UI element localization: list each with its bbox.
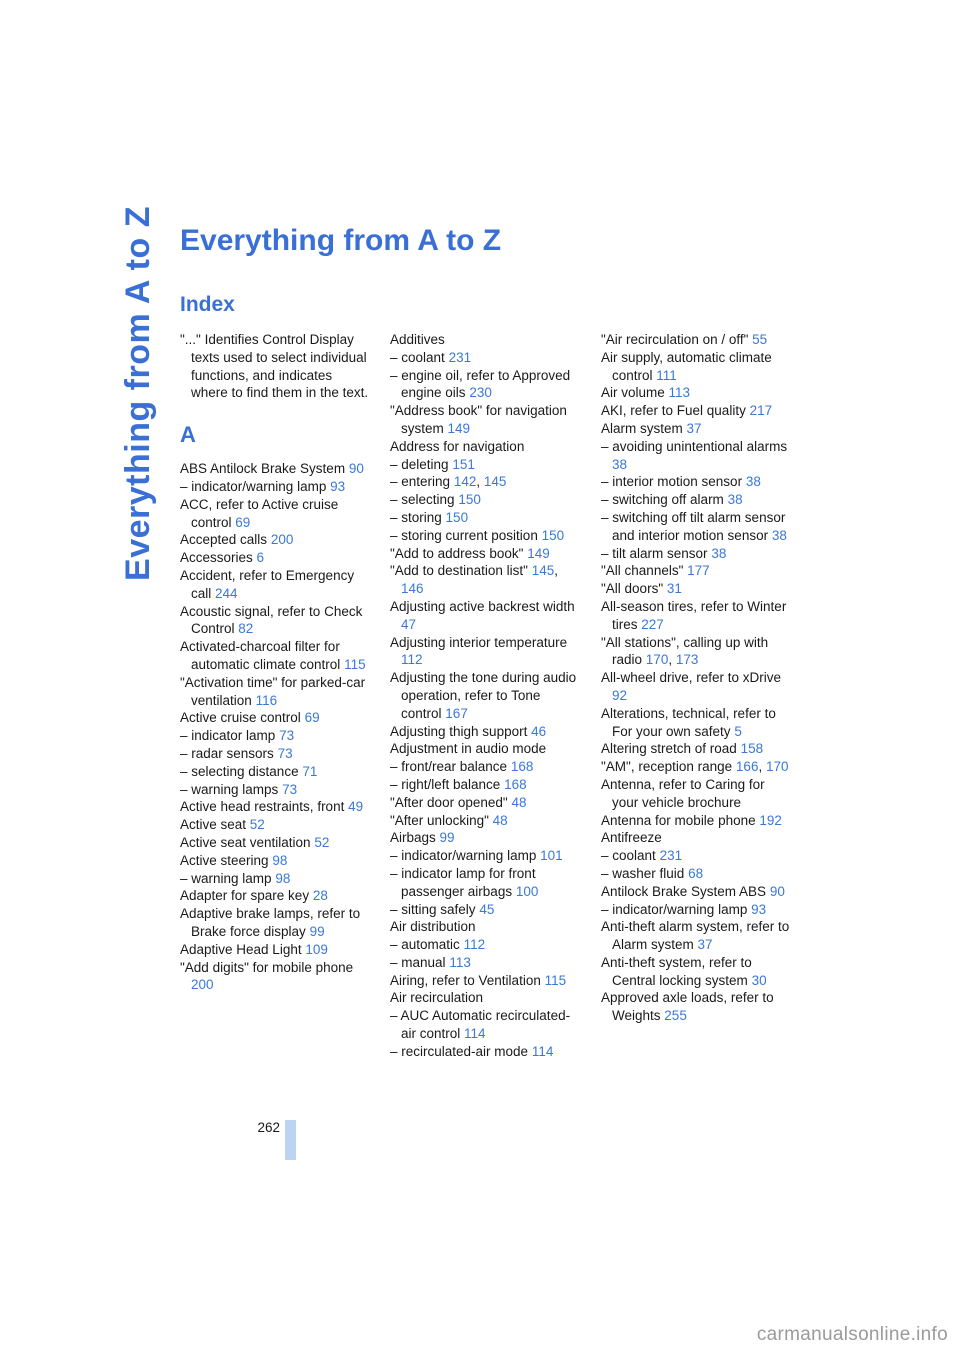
page-reference-link[interactable]: 30 <box>751 972 767 988</box>
index-entry-text: Air recirculation <box>390 990 484 1006</box>
index-entry <box>180 745 372 763</box>
index-entry-text: "All channels" <box>601 563 684 579</box>
index-entry-text: – manual <box>390 954 446 970</box>
index-entry <box>390 794 582 812</box>
index-entry <box>390 901 582 919</box>
page-reference-link[interactable]: 48 <box>492 812 508 828</box>
page-reference-link[interactable]: 47 <box>401 616 417 632</box>
page-reference-link[interactable]: 37 <box>686 420 702 436</box>
page-reference-link[interactable]: 82 <box>238 621 254 637</box>
index-entry-text: All-season tires, refer to Winter tires <box>601 598 787 632</box>
index-entry-text: Alterations, technical, refer to For your own safety <box>601 705 776 739</box>
index-entry <box>390 972 582 990</box>
index-entry-text: "Air recirculation on / off" <box>601 332 749 347</box>
page-reference-link[interactable]: 145 <box>483 474 507 490</box>
index-entry <box>601 776 793 812</box>
index-entry-text: ABS Antilock Brake System <box>180 461 346 477</box>
index-entry <box>390 1007 582 1043</box>
index-entry-text: – recirculated-air mode <box>390 1043 529 1059</box>
page-reference-link[interactable]: 52 <box>314 834 330 850</box>
index-heading: Index <box>180 293 235 316</box>
index-entry-text: Additives <box>390 332 445 347</box>
index-entry-text: – deleting <box>390 456 449 472</box>
page-reference-link[interactable]: 227 <box>641 616 664 632</box>
index-entry-text: Antenna, refer to Caring for your vehicle brochure <box>601 776 765 810</box>
index-entry <box>390 598 582 634</box>
index-entry <box>180 798 372 816</box>
page-reference-link[interactable]: 92 <box>612 687 628 703</box>
index-entry-text: – automatic <box>390 937 460 953</box>
index-entry-text: – indicator lamp for front passenger airbags <box>390 865 536 899</box>
index-entry <box>601 847 793 865</box>
index-entry-text: Adjusting active backrest width <box>390 598 575 614</box>
index-entry-text: – indicator/warning lamp <box>601 901 748 917</box>
index-entry-text: "Activation time" for parked-car ventilation <box>180 674 366 708</box>
index-entry <box>601 349 793 385</box>
index-entry-text: – indicator/warning lamp <box>390 848 537 864</box>
index-entry-text: – tilt alarm sensor <box>601 545 708 561</box>
page-reference-link[interactable]: 231 <box>448 349 472 365</box>
index-entry <box>390 865 582 901</box>
index-entry-text: Adjusting interior temperature <box>390 634 568 650</box>
page-reference-link[interactable]: 150 <box>458 492 481 508</box>
index-entry-text: Accepted calls <box>180 532 268 548</box>
index-entry-text: "Add to destination list" <box>390 563 528 579</box>
index-entry <box>390 936 582 954</box>
page-reference-link[interactable]: 38 <box>612 456 628 472</box>
index-column-3 <box>601 331 793 1025</box>
index-entry-text: Antenna for mobile phone <box>601 812 756 828</box>
index-entry-text: Airing, refer to Ventilation <box>390 972 541 988</box>
index-entry <box>390 331 582 349</box>
index-entry <box>390 349 582 367</box>
page-reference-link[interactable]: 167 <box>445 705 468 721</box>
page-reference-link[interactable]: 146 <box>401 581 424 597</box>
index-entry <box>390 545 582 563</box>
index-entry <box>390 438 582 456</box>
index-entry-text: – engine oil, refer to Approved engine oils <box>390 367 571 401</box>
index-entry <box>601 989 793 1025</box>
index-entry <box>180 674 372 710</box>
page-reference-link[interactable]: 231 <box>659 848 683 864</box>
index-entry-text: – washer fluid <box>601 865 685 881</box>
index-entry-text: Active steering <box>180 852 269 868</box>
index-entry <box>601 598 793 634</box>
index-entry <box>601 509 793 545</box>
index-entry <box>180 781 372 799</box>
index-entry-text: – coolant <box>390 349 445 365</box>
index-entry <box>601 901 793 919</box>
index-entry-text: "AM", reception range <box>601 759 733 775</box>
index-entry <box>390 1043 582 1061</box>
page-reference-link[interactable]: 93 <box>751 901 767 917</box>
index-entry-text: Air volume <box>601 385 665 401</box>
page-reference-link[interactable]: 73 <box>277 745 293 761</box>
page-reference-link[interactable]: 200 <box>191 977 214 993</box>
page-reference-link[interactable]: 113 <box>668 385 691 401</box>
page-reference-link[interactable]: 115 <box>344 656 366 672</box>
page-reference-link[interactable]: 111 <box>656 367 677 383</box>
index-entry <box>390 509 582 527</box>
index-entry-text: – AUC Automatic recirculated-air control <box>390 1008 571 1042</box>
index-entry <box>601 473 793 491</box>
index-entry <box>601 331 793 349</box>
index-entry <box>601 384 793 402</box>
page-reference-link[interactable]: 46 <box>531 723 547 739</box>
index-entry-text: "Add to address book" <box>390 545 524 561</box>
index-entry: – entering 142, 145 <box>390 474 507 490</box>
page-reference-link[interactable]: 192 <box>759 812 782 828</box>
index-entry <box>180 603 372 639</box>
page-reference-link[interactable]: 116 <box>255 692 278 708</box>
index-entry-text: Accessories <box>180 550 253 566</box>
side-section-title <box>118 205 158 581</box>
index-entry <box>390 669 582 722</box>
index-entry <box>601 740 793 758</box>
page-reference-link[interactable]: 115 <box>544 972 567 988</box>
index-entry-text: – coolant <box>601 848 656 864</box>
page-reference-link[interactable]: 71 <box>302 763 318 779</box>
index-entry <box>390 989 582 1007</box>
page-reference-link[interactable]: 112 <box>401 652 423 668</box>
index-entry-text: Air distribution <box>390 919 476 935</box>
page-reference-link[interactable]: 149 <box>527 545 550 561</box>
index-entry-text: Altering stretch of road <box>601 741 737 757</box>
index-entry <box>601 420 793 438</box>
index-entry <box>390 954 582 972</box>
page-reference-link[interactable]: 52 <box>249 817 265 833</box>
index-entry <box>601 669 793 705</box>
page-reference-link[interactable]: 45 <box>479 901 495 917</box>
page-reference-link[interactable]: 6 <box>256 550 265 566</box>
index-entry <box>180 727 372 745</box>
page-reference-link[interactable]: 68 <box>688 865 704 881</box>
index-entry-text: Active cruise control <box>180 710 301 726</box>
index-entry <box>390 847 582 865</box>
page-number: 262 <box>257 1120 280 1135</box>
index-entry-text: Approved axle loads, refer to Weights <box>601 990 774 1024</box>
index-entry-text: Adjustment in audio mode <box>390 741 547 757</box>
page-reference-link[interactable]: 31 <box>666 581 682 597</box>
page-reference-link[interactable]: 100 <box>515 883 539 899</box>
index-entry-text: – storing current position <box>390 527 538 543</box>
index-entry <box>390 723 582 741</box>
page-reference-link[interactable]: 151 <box>452 456 475 472</box>
page-reference-link[interactable]: 93 <box>330 478 346 494</box>
index-entry-text: – switching off alarm <box>601 492 724 508</box>
index-entry <box>180 834 372 852</box>
index-entry-text: Antilock Brake System ABS <box>601 883 767 899</box>
index-entry-text: Active seat ventilation <box>180 834 311 850</box>
index-entry-text: Adapter for spare key <box>180 888 310 904</box>
index-entry-text: – indicator lamp <box>180 728 276 744</box>
page-reference-link[interactable]: 90 <box>348 461 364 477</box>
index-entry-text: – sitting safely <box>390 901 476 917</box>
index-entry-text: "After door opened" <box>390 794 508 810</box>
page-title: Everything from A to Z <box>180 224 502 257</box>
page-reference-link[interactable]: 158 <box>740 741 764 757</box>
index-entry <box>180 496 372 532</box>
page-reference-link[interactable]: 37 <box>697 937 713 953</box>
index-entry-text: – radar sensors <box>180 745 274 761</box>
page-reference-link[interactable]: 69 <box>235 514 251 530</box>
page-reference-link[interactable]: 149 <box>447 420 471 436</box>
index-entry-text: Address for navigation <box>390 438 525 454</box>
index-entry <box>180 638 372 674</box>
index-entry-text: Acoustic signal, refer to Check Control <box>180 603 363 637</box>
watermark: carmanualsonline.info <box>756 1324 948 1345</box>
index-entry-text: Antifreeze <box>601 830 662 846</box>
index-entry-text: Adjusting the tone during audio operation, refer to Tone control <box>390 670 577 721</box>
side-section-title-text: Everything from A to Z <box>118 205 157 581</box>
index-entry <box>390 758 582 776</box>
index-entry <box>390 918 582 936</box>
index-entry <box>390 456 582 474</box>
index-letter-heading: A <box>180 422 196 448</box>
index-entry-text: Activated-charcoal filter for automatic climate control <box>180 639 341 672</box>
index-entry <box>390 367 582 403</box>
page-reference-link[interactable]: 90 <box>769 883 785 899</box>
page-reference-link[interactable]: 55 <box>752 332 768 347</box>
page-reference-link[interactable]: 5 <box>734 723 742 739</box>
page-reference-link[interactable]: 170 <box>645 652 669 668</box>
index-entry <box>180 331 372 402</box>
index-entry-text: – avoiding unintentional alarms <box>601 438 788 454</box>
page-reference-link[interactable]: 69 <box>304 710 320 726</box>
index-entry <box>601 491 793 509</box>
index-entry-text: – selecting distance <box>180 763 299 779</box>
index-entry: "Add to destination list" 145, 146 <box>390 563 558 597</box>
page-reference-link[interactable]: 49 <box>348 799 364 815</box>
index-entry <box>180 763 372 781</box>
page-reference-link[interactable]: 244 <box>215 585 238 601</box>
index-entry-text: – selecting <box>390 492 455 508</box>
index-entry <box>390 812 582 830</box>
index-entry <box>180 870 372 888</box>
index-entry-text: Accident, refer to Emergency call <box>180 567 355 601</box>
index-entry-text: Adjusting thigh support <box>390 723 528 739</box>
index-entry: "All stations", calling up with radio 170, 173 <box>601 634 769 668</box>
index-entry-text: – front/rear balance <box>390 759 508 775</box>
index-entry <box>390 634 582 670</box>
index-entry <box>390 527 582 545</box>
page-reference-link[interactable]: 28 <box>312 888 328 904</box>
page-reference-link[interactable]: 73 <box>282 781 298 797</box>
index-entry <box>180 531 372 549</box>
index-entry-text: – warning lamp <box>180 870 272 886</box>
index-entry-text: Active head restraints, front <box>180 799 345 815</box>
index-entry <box>180 887 372 905</box>
page-reference-link[interactable]: 99 <box>439 830 455 846</box>
index-entry-text: Adaptive Head Light <box>180 941 302 957</box>
page-reference-link[interactable]: 38 <box>711 545 727 561</box>
index-entry-text: – interior motion sensor <box>601 474 743 490</box>
index-entry-text: – indicator/warning lamp <box>180 478 327 494</box>
index-entry <box>180 905 372 941</box>
page-reference-link[interactable]: 168 <box>510 759 534 775</box>
page-reference-link[interactable]: 114 <box>531 1043 554 1059</box>
page-reference-link[interactable]: 150 <box>445 509 469 525</box>
page-reference-link[interactable]: 99 <box>309 923 325 939</box>
page-reference-link[interactable]: 112 <box>463 937 486 953</box>
index-entry-text: "Add digits" for mobile phone <box>180 959 354 975</box>
index-entry <box>180 460 372 478</box>
page-reference-link[interactable]: 142 <box>453 474 477 490</box>
index-entry-text: Anti-theft system, refer to Central locking system <box>601 954 752 988</box>
index-entry <box>601 883 793 901</box>
index-entry-text: Adaptive brake lamps, refer to Brake force display <box>180 906 361 939</box>
page-reference-link[interactable]: 38 <box>771 527 787 543</box>
index-entry-text: "..." Identifies Control Display texts used to select individual functions, and indicates where to find them in the text. <box>180 332 369 401</box>
index-entry: "AM", reception range 166, 170 <box>601 759 789 775</box>
index-entry <box>601 562 793 580</box>
index-entry-text: All-wheel drive, refer to xDrive <box>601 670 782 686</box>
index-entry <box>601 438 793 474</box>
index-entry-text: – storing <box>390 509 442 525</box>
index-entry-text: "All stations", calling up with radio <box>601 634 769 668</box>
page-reference-link[interactable]: 73 <box>279 728 295 744</box>
page-reference-link[interactable]: 173 <box>675 652 699 668</box>
index-entry <box>601 829 793 847</box>
index-entry-text: "Address book" for navigation system <box>390 403 567 436</box>
index-entry <box>601 705 793 741</box>
page-reference-link[interactable]: 145 <box>531 563 555 579</box>
page-reference-link[interactable]: 230 <box>469 385 492 401</box>
index-entry-text: – entering <box>390 474 451 490</box>
index-entry-text: Anti-theft alarm system, refer to Alarm system <box>601 919 790 953</box>
page-number-bar <box>285 1120 296 1160</box>
index-entry <box>180 816 372 834</box>
index-entry <box>180 852 372 870</box>
page-reference-link[interactable]: 98 <box>275 870 291 886</box>
page-reference-link[interactable]: 170 <box>765 759 789 775</box>
page-reference-link[interactable]: 168 <box>504 776 527 792</box>
index-entry <box>601 918 793 954</box>
index-entry <box>180 709 372 727</box>
page-reference-link[interactable]: 150 <box>541 527 565 543</box>
index-entry <box>601 812 793 830</box>
index-entry <box>601 865 793 883</box>
index-entry-text: "After unlocking" <box>390 812 489 828</box>
index-entry <box>180 549 372 567</box>
index-entry-text: ACC, refer to Active cruise control <box>180 496 339 530</box>
index-entry <box>601 545 793 563</box>
index-column-2 <box>390 331 582 1061</box>
page-reference-link[interactable]: 113 <box>449 954 471 970</box>
index-entry-text: – right/left balance <box>390 776 501 792</box>
page-reference-link[interactable]: 166 <box>735 759 759 775</box>
page-reference-link[interactable]: 101 <box>540 848 563 864</box>
index-entry <box>180 567 372 603</box>
index-entry-text: Airbags <box>390 830 436 846</box>
page-reference-link[interactable]: 38 <box>727 492 743 508</box>
index-entry <box>180 959 372 995</box>
page-reference-link[interactable]: 98 <box>272 852 288 868</box>
index-entry-text: – switching off tilt alarm sensor and interior motion sensor <box>601 509 786 543</box>
index-entry <box>601 580 793 598</box>
page-reference-link[interactable]: 217 <box>749 403 773 419</box>
index-entry-text: "All doors" <box>601 581 664 597</box>
index-entry <box>601 954 793 990</box>
page-reference-link[interactable]: 177 <box>687 563 710 579</box>
index-entry-text: Alarm system <box>601 420 683 436</box>
index-entry <box>390 491 582 509</box>
index-column-1 <box>180 331 372 994</box>
index-entry <box>390 740 582 758</box>
index-entry <box>180 941 372 959</box>
index-entry-text: Air supply, automatic climate control <box>601 349 772 383</box>
index-entry <box>390 829 582 847</box>
page-reference-link[interactable]: 255 <box>664 1008 687 1024</box>
index-entry <box>390 776 582 794</box>
page-reference-link[interactable]: 38 <box>745 474 761 490</box>
page-reference-link[interactable]: 109 <box>305 941 328 957</box>
index-entry <box>601 402 793 420</box>
index-entry-text: Active seat <box>180 817 247 833</box>
page-reference-link[interactable]: 200 <box>270 532 294 548</box>
page-reference-link[interactable]: 114 <box>464 1026 486 1042</box>
index-entry-text: AKI, refer to Fuel quality <box>601 403 746 419</box>
page-reference-link[interactable]: 48 <box>511 794 527 810</box>
index-entry <box>390 402 582 438</box>
index-entry <box>180 478 372 496</box>
index-entry-text: – warning lamps <box>180 781 279 797</box>
